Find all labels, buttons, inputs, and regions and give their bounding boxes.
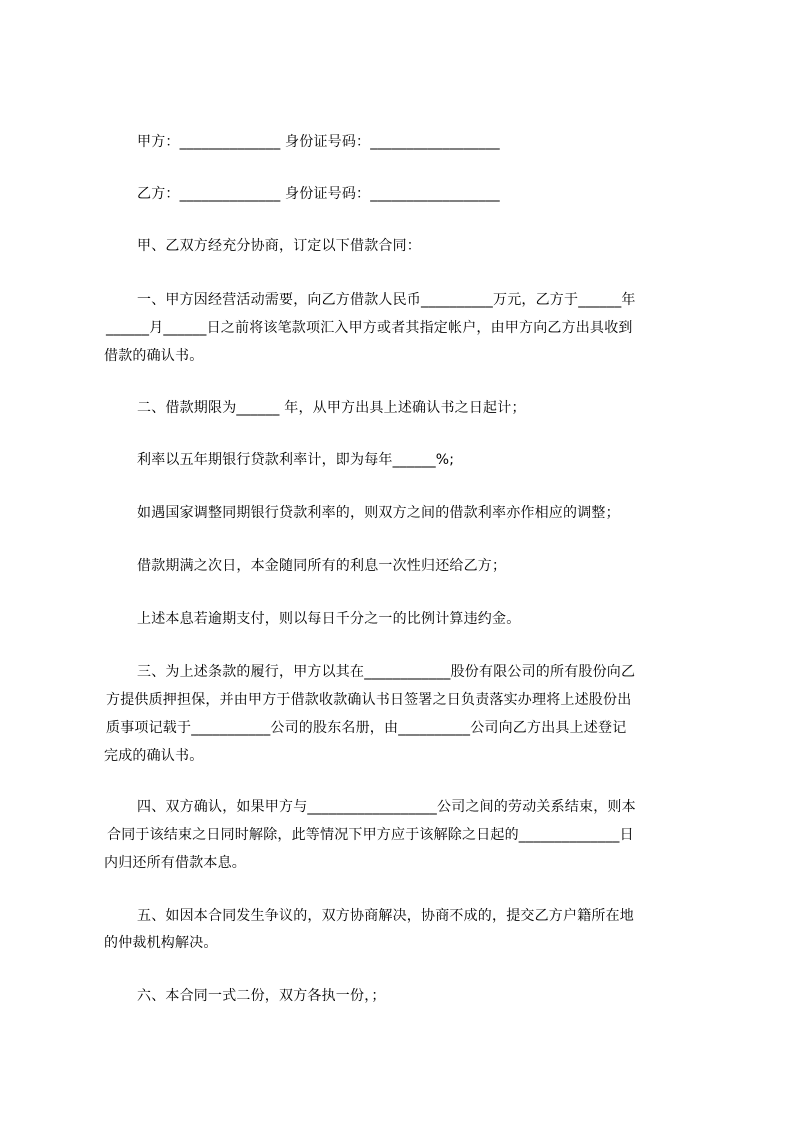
clause-4-line-3: 内归还所有借款本息。 xyxy=(104,855,246,871)
clause-2-repayment: 借款期满之次日，本金随同所有的利息一次性归还给乙方； xyxy=(137,558,507,574)
party-b-line: 乙方：______________ 身份证号码：__________________ xyxy=(137,186,500,202)
clause-4-line-1: 四、双方确认，如果甲方与__________________公司之间的劳动关系结束，则本 xyxy=(137,799,636,815)
clause-1-line-2: ______月______日之前将该笔款项汇入甲方或者其指定帐户，由甲方向乙方出具收到 xyxy=(106,320,633,336)
clause-3-line-1: 三、为上述条款的履行，甲方以其在____________股份有限公司的所有股份向乙 xyxy=(137,664,636,680)
clause-1-line-1: 一、甲方因经营活动需要，向乙方借款人民币__________万元，乙方于______年 xyxy=(137,292,636,308)
clause-3-line-4: 完成的确认书。 xyxy=(104,748,204,764)
contract-intro: 甲、乙双方经充分协商，订定以下借款合同： xyxy=(137,238,421,254)
clause-2-rate-adjustment: 如遇国家调整同期银行贷款利率的，则双方之间的借款利率亦作相应的调整； xyxy=(137,505,620,521)
clause-1-line-3: 借款的确认书。 xyxy=(104,348,204,364)
clause-5-line-2: 的仲裁机构解决。 xyxy=(104,935,218,951)
clause-5-line-1: 五、如因本合同发生争议的，双方协商解决，协商不成的，提交乙方户籍所在地 xyxy=(137,908,634,924)
clause-2-line-1: 二、借款期限为______ 年，从甲方出具上述确认书之日起计； xyxy=(137,400,526,416)
clause-4-line-2: 合同于该结束之日同时解除，此等情况下甲方应于该解除之日起的______________日 xyxy=(107,827,634,843)
clause-2-penalty: 上述本息若逾期支付，则以每日千分之一的比例计算违约金。 xyxy=(137,611,521,627)
party-a-line: 甲方：______________ 身份证号码：__________________ xyxy=(137,134,500,150)
clause-6: 六、本合同一式二份，双方各执一份，； xyxy=(137,988,386,1004)
clause-3-line-2: 方提供质押担保，并由甲方于借款收款确认书日签署之日负责落实办理将上述股份出 xyxy=(106,692,632,708)
clause-2-interest-rate: 利率以五年期银行贷款利率计，即为每年______%; xyxy=(137,452,455,468)
clause-3-line-3: 质事项记载于___________公司的股东名册，由__________公司向乙方出具上述登记 xyxy=(106,720,627,736)
